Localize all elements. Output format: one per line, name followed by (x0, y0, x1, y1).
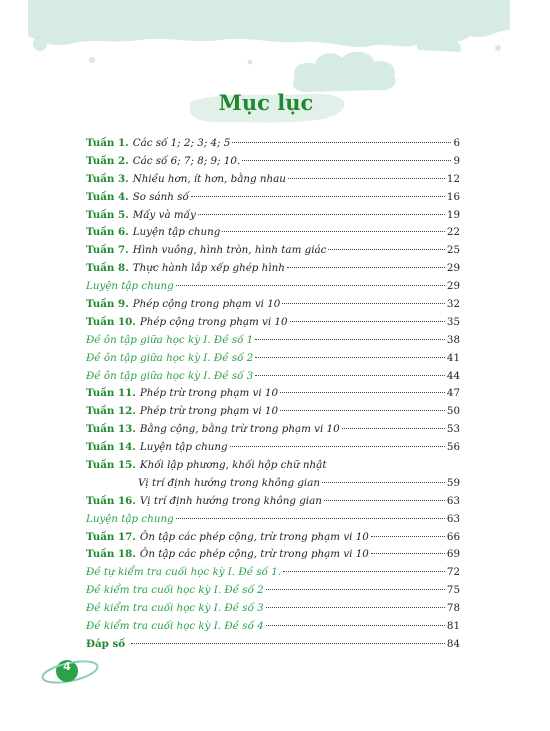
toc-page-number: 56 (446, 441, 460, 454)
toc-title: Hình vuông, hình tròn, hình tam giác (132, 244, 327, 257)
toc-title: Luyện tập chung (86, 512, 174, 525)
toc-page-number: 41 (446, 351, 460, 364)
toc-page-number: 32 (446, 298, 460, 311)
toc-dot-leader (266, 625, 445, 626)
toc-dot-leader (322, 482, 445, 483)
toc-page-number: 81 (446, 620, 460, 633)
toc-title: Đề ôn tập giữa học kỳ I. Đề số 1 (86, 333, 254, 346)
toc-dot-leader (371, 553, 445, 554)
toc-dot-leader (266, 607, 445, 608)
toc-week-label: Tuần 12. (86, 405, 136, 418)
toc-title: Đề kiểm tra cuối học kỳ I. Đề số 2 (86, 584, 264, 597)
toc-dot-leader (176, 285, 445, 286)
toc-entry (86, 191, 460, 209)
toc-page-number: 44 (446, 369, 460, 382)
toc-entry (86, 334, 460, 352)
header-clouds-decoration (0, 0, 550, 100)
toc-entry (86, 244, 460, 262)
toc-entry (86, 441, 460, 459)
toc-dot-leader (230, 446, 445, 447)
toc-week-label: Đáp số (86, 637, 126, 650)
toc-title: Thực hành lắp xếp ghép hình (132, 262, 285, 275)
page-title: Mục lục (218, 90, 314, 115)
toc-entry (86, 459, 460, 477)
toc-title: Nhiều hơn, ít hơn, bằng nhau (132, 172, 286, 185)
toc-week-label: Tuần 18. (86, 548, 136, 561)
toc-dot-leader (131, 643, 445, 644)
toc-page-number: 9 (453, 154, 460, 167)
toc-title: Phép trừ trong phạm vi 10 (139, 405, 278, 418)
toc-dot-leader (198, 214, 445, 215)
toc-dot-leader (266, 589, 445, 590)
toc-week-label: Tuần 3. (86, 172, 129, 185)
toc-title: Đề kiểm tra cuối học kỳ I. Đề số 4 (86, 620, 264, 633)
toc-entry (86, 584, 460, 602)
toc-week-label: Tuần 16. (86, 494, 136, 507)
toc-page-number: 84 (446, 637, 460, 650)
toc-title: Phép trừ trong phạm vi 10 (139, 387, 278, 400)
toc-title: Phép cộng trong phạm vi 10 (132, 298, 281, 311)
toc-entry (86, 620, 460, 638)
toc-entry (86, 352, 460, 370)
toc-entry (86, 298, 460, 316)
toc-title: Ôn tập các phép cộng, trừ trong phạm vi 10 (139, 548, 369, 561)
toc-entry (86, 226, 460, 244)
toc-entry (86, 173, 460, 191)
toc-page-number: 29 (446, 262, 460, 275)
toc-dot-leader (342, 428, 445, 429)
page-number-badge (40, 652, 110, 692)
toc-page-number: 63 (446, 512, 460, 525)
toc-title: Luyện tập chung (86, 280, 174, 293)
toc-week-label: Tuần 8. (86, 262, 129, 275)
toc-week-label: Tuần 15. (86, 459, 136, 472)
toc-page-number: 38 (446, 333, 460, 346)
toc-page-number: 19 (446, 208, 460, 221)
toc-page-number: 72 (446, 566, 460, 579)
toc-title: Đề kiểm tra cuối học kỳ I. Đề số 3 (86, 602, 264, 615)
toc-page-number: 66 (446, 530, 460, 543)
toc-entry (86, 316, 460, 334)
toc-page-number: 16 (446, 190, 460, 203)
toc-title: Khối lập phương, khối hộp chữ nhật (139, 459, 327, 472)
toc-page-number: 59 (446, 476, 460, 489)
toc-entry (86, 262, 460, 280)
toc-week-label: Tuần 14. (86, 441, 136, 454)
toc-title: Vị trí định hướng trong không gian (138, 476, 320, 489)
toc-week-label: Tuần 6. (86, 226, 129, 239)
page-number: 4 (63, 660, 71, 673)
title-banner (186, 88, 346, 128)
toc-entry (86, 495, 460, 513)
toc-page-number: 12 (446, 172, 460, 185)
toc-dot-leader (328, 249, 444, 250)
toc-title: Đề ôn tập giữa học kỳ I. Đề số 2 (86, 351, 254, 364)
toc-dot-leader (255, 357, 445, 358)
toc-page-number: 35 (446, 315, 460, 328)
table-of-contents (86, 137, 460, 656)
toc-entry (86, 370, 460, 388)
toc-dot-leader (222, 231, 445, 232)
toc-dot-leader (283, 571, 445, 572)
toc-page-number: 53 (446, 423, 460, 436)
toc-week-label: Tuần 4. (86, 190, 129, 203)
toc-title: Đề tự kiểm tra cuối học kỳ I. Đề số 1. (86, 566, 282, 579)
toc-dot-leader (280, 392, 445, 393)
toc-entry (86, 209, 460, 227)
toc-week-label: Tuần 1. (86, 137, 129, 149)
toc-dot-leader (371, 536, 445, 537)
toc-page-number: 50 (446, 405, 460, 418)
toc-title: Vị trí định hướng trong không gian (139, 494, 322, 507)
toc-dot-leader (324, 500, 445, 501)
toc-entry (86, 531, 460, 549)
toc-week-label: Tuần 7. (86, 244, 129, 257)
toc-entry (86, 387, 460, 405)
toc-page-number: 78 (446, 602, 460, 615)
toc-entry (86, 405, 460, 423)
toc-dot-leader (191, 196, 445, 197)
toc-entry (86, 477, 460, 495)
toc-title: Đề ôn tập giữa học kỳ I. Đề số 3 (86, 369, 254, 382)
toc-title: Mấy và mấy (132, 208, 196, 221)
toc-week-label: Tuần 2. (86, 154, 129, 167)
toc-dot-leader (290, 321, 445, 322)
toc-dot-leader (255, 339, 445, 340)
toc-entry (86, 513, 460, 531)
toc-page-number: 63 (446, 494, 460, 507)
toc-title: Luyện tập chung (132, 226, 221, 239)
toc-entry (86, 280, 460, 298)
toc-week-label: Tuần 17. (86, 530, 136, 543)
toc-entry (86, 602, 460, 620)
toc-week-label: Tuần 10. (86, 315, 136, 328)
toc-title: Ôn tập các phép cộng, trừ trong phạm vi 10 (139, 530, 369, 543)
toc-title: Các số 6; 7; 8; 9; 10. (132, 154, 241, 167)
toc-entry (86, 423, 460, 441)
toc-page-number: 47 (446, 387, 460, 400)
toc-page-number: 69 (446, 548, 460, 561)
toc-week-label: Tuần 11. (86, 387, 136, 400)
toc-week-label: Tuần 13. (86, 423, 136, 436)
toc-dot-leader (232, 142, 451, 143)
toc-dot-leader (282, 303, 445, 304)
toc-page-number: 25 (446, 244, 460, 257)
toc-title: Bằng cộng, bằng trừ trong phạm vi 10 (139, 423, 340, 436)
toc-entry (86, 137, 460, 155)
toc-page-number: 75 (446, 584, 460, 597)
toc-title: Phép cộng trong phạm vi 10 (139, 315, 288, 328)
toc-dot-leader (287, 267, 445, 268)
toc-dot-leader (176, 518, 445, 519)
toc-dot-leader (242, 160, 451, 161)
toc-dot-leader (288, 178, 445, 179)
toc-page-number: 29 (446, 280, 460, 293)
toc-title: So sánh số (132, 190, 189, 203)
toc-entry (86, 155, 460, 173)
toc-entry (86, 548, 460, 566)
toc-page-number: 22 (446, 226, 460, 239)
toc-dot-leader (280, 410, 445, 411)
toc-dot-leader (255, 375, 445, 376)
toc-title: Luyện tập chung (139, 441, 228, 454)
toc-title: Các số 1; 2; 3; 4; 5 (132, 137, 231, 149)
toc-entry (86, 566, 460, 584)
toc-week-label: Tuần 5. (86, 208, 129, 221)
toc-entry (86, 638, 460, 656)
toc-week-label: Tuần 9. (86, 298, 129, 311)
toc-page-number: 6 (453, 137, 460, 149)
